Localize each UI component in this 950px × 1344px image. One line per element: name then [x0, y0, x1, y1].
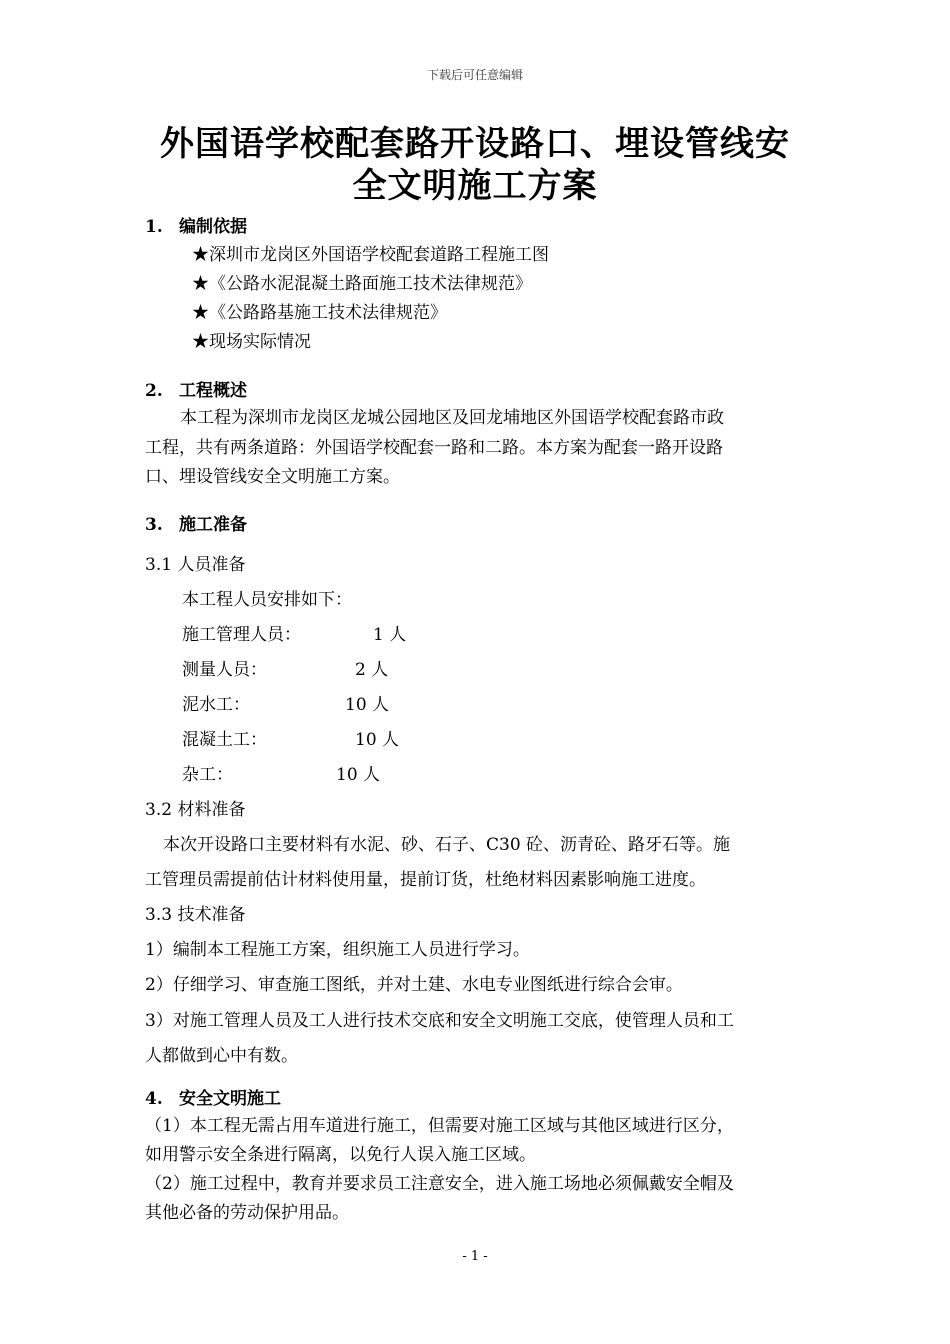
safety-line: （2）施工过程中，教育并要求员工注意安全，进入施工场地必须佩戴安全帽及: [145, 1174, 734, 1194]
staff-intro: 本工程人员安排如下：: [182, 590, 352, 610]
staff-row: [182, 690, 250, 715]
staff-count: 1 人: [373, 625, 407, 645]
staff-role: 测量人员：: [182, 660, 267, 680]
section4-title: 安全文明施工: [179, 1089, 281, 1109]
staff-count: 10 人: [355, 730, 400, 750]
section1-heading: [145, 212, 247, 237]
section3-number: 3.: [145, 515, 163, 535]
subsection-3-3-heading: 3.3 技术准备: [145, 905, 246, 925]
overview-line: 本工程为深圳市龙岗区龙城公园地区及回龙埔地区外国语学校配套路市政: [180, 408, 724, 428]
document-title-line2: 全文明施工方案: [352, 166, 598, 206]
overview-line: 口、埋设管线安全文明施工方案。: [145, 467, 400, 487]
staff-role: 杂工：: [182, 765, 233, 785]
staff-row: [182, 620, 301, 645]
staff-role: 混凝土工：: [182, 730, 267, 750]
section1-title: 编制依据: [179, 217, 247, 237]
section2-heading: [145, 376, 247, 401]
section3-heading: [145, 510, 247, 535]
materials-line: 本次开设路口主要材料有水泥、砂、石子、C30 砼、沥青砼、路牙石等。施: [163, 835, 731, 855]
subsection-3-2-heading: 3.2 材料准备: [145, 800, 246, 820]
tech-line: 3）对施工管理人员及工人进行技术交底和安全文明施工交底，使管理人员和工: [145, 1011, 734, 1031]
reference-item: ★现场实际情况: [192, 332, 311, 352]
reference-item: ★深圳市龙岗区外国语学校配套道路工程施工图: [192, 245, 549, 265]
safety-line: （1）本工程无需占用车道进行施工，但需要对施工区域与其他区域进行区分，: [145, 1116, 734, 1136]
subsection-3-1-heading: 3.1 人员准备: [145, 555, 246, 575]
section1-number: 1.: [145, 217, 163, 237]
section4-heading: [145, 1084, 281, 1109]
staff-row: [182, 760, 233, 785]
page-number: - 1 -: [462, 1249, 488, 1264]
safety-line: 其他必备的劳动保护用品。: [145, 1203, 349, 1223]
staff-count: 2 人: [355, 660, 389, 680]
section2-title: 工程概述: [179, 381, 247, 401]
materials-line: 工管理员需提前估计材料使用量，提前订货，杜绝材料因素影响施工进度。: [145, 870, 706, 890]
staff-count: 10 人: [345, 695, 390, 715]
reference-item: ★《公路水泥混凝土路面施工技术法律规范》: [192, 274, 532, 294]
staff-row: [182, 655, 267, 680]
staff-role: 施工管理人员：: [182, 625, 301, 645]
header-note: 下载后可任意编辑: [426, 68, 523, 82]
safety-line: 如用警示安全条进行隔离，以免行人误入施工区域。: [145, 1145, 536, 1165]
staff-count: 10 人: [336, 765, 381, 785]
section3-title: 施工准备: [179, 515, 247, 535]
document-title-line1: 外国语学校配套路开设路口、埋设管线安: [160, 124, 790, 164]
overview-line: 工程，共有两条道路：外国语学校配套一路和二路。本方案为配套一路开设路: [145, 438, 723, 458]
staff-role: 泥水工：: [182, 695, 250, 715]
reference-item: ★《公路路基施工技术法律规范》: [192, 303, 447, 323]
tech-line: 人都做到心中有数。: [145, 1046, 298, 1066]
section2-number: 2.: [145, 381, 163, 401]
tech-line: 2）仔细学习、审查施工图纸，并对土建、水电专业图纸进行综合会审。: [145, 975, 683, 995]
section4-number: 4.: [145, 1089, 163, 1109]
tech-line: 1）编制本工程施工方案，组织施工人员进行学习。: [145, 940, 530, 960]
staff-row: [182, 725, 267, 750]
